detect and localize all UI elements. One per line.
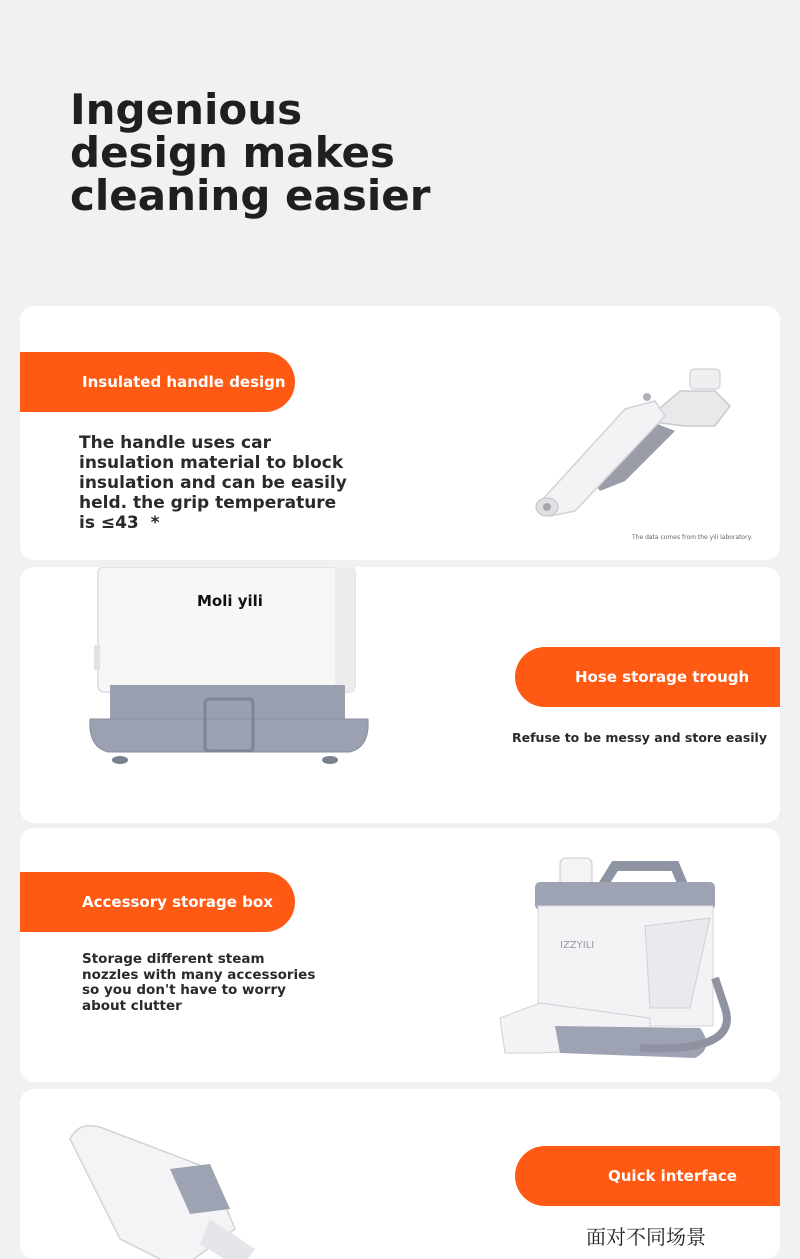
cleaner-device-image bbox=[500, 848, 740, 1078]
feature-description: Storage different steam nozzles with many accessories so you don't have to worry about clutter bbox=[82, 951, 316, 1014]
feature-pill: Accessory storage box bbox=[20, 872, 295, 932]
feature-card-accessory-storage bbox=[20, 828, 780, 1082]
feature-pill: Quick interface bbox=[515, 1146, 780, 1206]
device-brand-label: IZZYILI bbox=[560, 940, 595, 951]
page-headline: Ingenious design makes cleaning easier bbox=[70, 85, 431, 220]
feature-card-quick-interface bbox=[20, 1089, 780, 1259]
lab-footnote: The data comes from the yili laboratory. bbox=[632, 534, 753, 541]
feature-pill: Insulated handle design bbox=[20, 352, 295, 412]
feature-pill: Hose storage trough bbox=[515, 647, 780, 707]
feature-description: The handle uses car insulation material to block insulation and can be easily held. the grip temperature is ≤43 ￼ * bbox=[79, 433, 347, 533]
feature-description: Refuse to be messy and store easily bbox=[512, 730, 767, 745]
handle-connector-image bbox=[60, 1119, 280, 1259]
steam-handle-image bbox=[515, 361, 755, 531]
product-label: Moli yili bbox=[197, 592, 263, 610]
feature-card-insulated-handle bbox=[20, 306, 780, 560]
feature-description: 面对不同场景 bbox=[586, 1225, 706, 1249]
feature-card-hose-storage bbox=[20, 567, 780, 823]
